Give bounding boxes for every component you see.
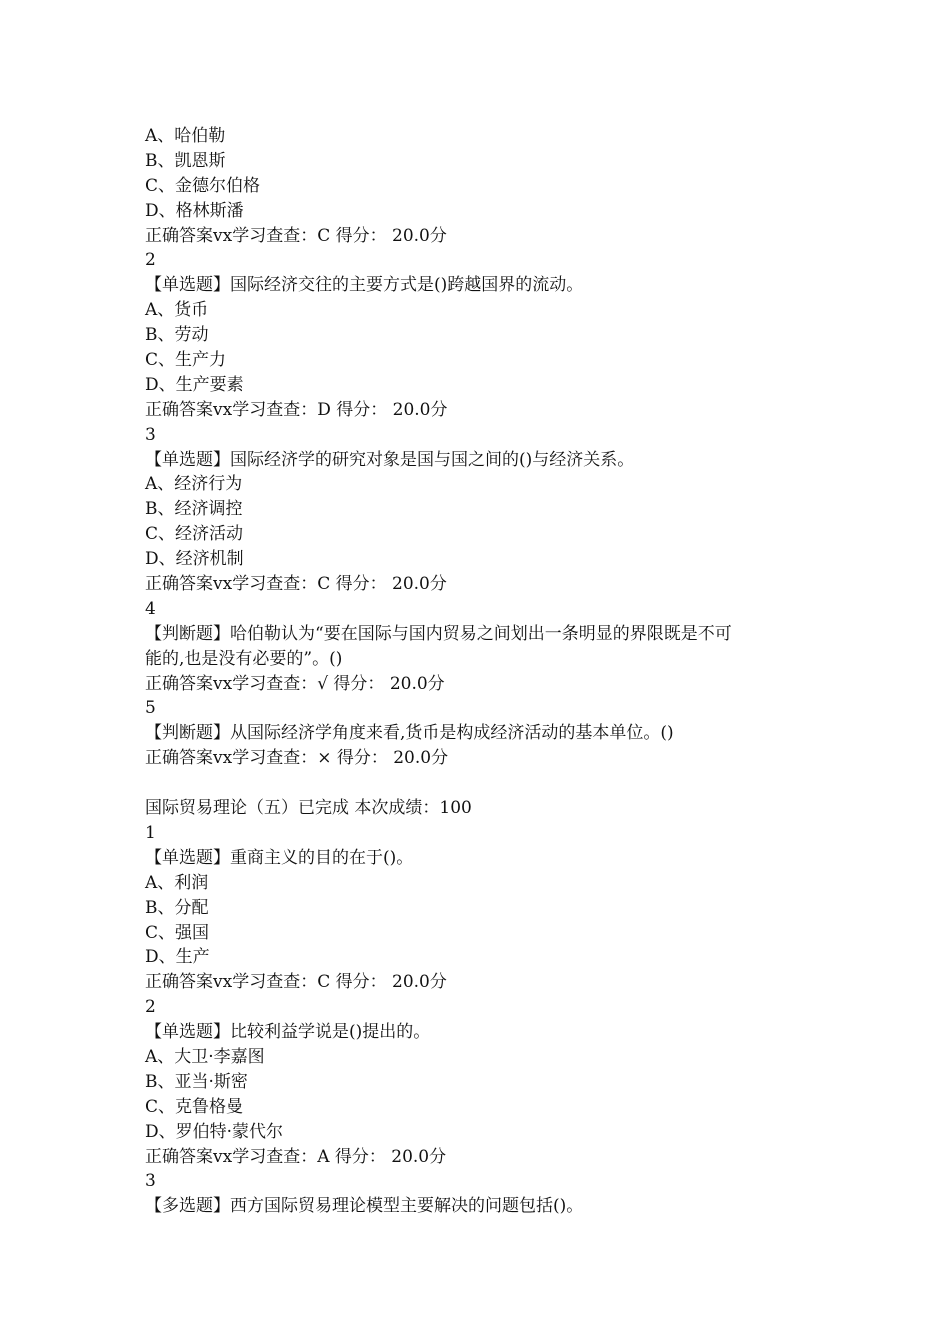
- option-d: D、经济机制: [145, 549, 244, 570]
- answer-line: 正确答案vx学习查查：C 得分： 20.0分: [145, 225, 447, 246]
- question-stem: 【单选题】国际经济学的研究对象是国与国之间的()与经济关系。: [145, 449, 635, 470]
- option-d: D、生产要素: [145, 374, 244, 395]
- option-a: A、货币: [145, 300, 209, 321]
- question-number: 2: [145, 250, 156, 271]
- option-c: C、克鲁格曼: [145, 1096, 244, 1117]
- answer-line: 正确答案vx学习查查：C 得分： 20.0分: [145, 972, 447, 993]
- option-d: D、罗伯特·蒙代尔: [145, 1121, 284, 1142]
- option-b: B、劳动: [145, 325, 209, 346]
- option-a: A、经济行为: [145, 474, 243, 495]
- answer-line: 正确答案vx学习查查：A 得分： 20.0分: [145, 1146, 447, 1167]
- answer-line: 正确答案vx学习查查：D 得分： 20.0分: [145, 399, 448, 420]
- option-b: B、凯恩斯: [145, 150, 226, 171]
- question-number: 1: [145, 822, 156, 843]
- question-stem: 【单选题】国际经济交往的主要方式是()跨越国界的流动。: [145, 275, 584, 296]
- answer-line: 正确答案vx学习查查：C 得分： 20.0分: [145, 574, 447, 595]
- option-b: B、分配: [145, 897, 209, 918]
- option-b: B、经济调控: [145, 499, 243, 520]
- question-number: 5: [145, 698, 156, 719]
- answer-line: 正确答案vx学习查查：√ 得分： 20.0分: [145, 673, 445, 694]
- question-stem: 【单选题】比较利益学说是()提出的。: [145, 1022, 431, 1043]
- option-c: C、生产力: [145, 350, 227, 371]
- option-c: C、强国: [145, 922, 210, 943]
- question-stem: 【判断题】哈伯勒认为“要在国际与国内贸易之间划出一条明显的界限既是不可: [145, 623, 732, 644]
- answer-line: 正确答案vx学习查查：× 得分： 20.0分: [145, 748, 449, 769]
- option-b: B、亚当·斯密: [145, 1071, 248, 1092]
- document-page: [145, 124, 845, 1219]
- option-c: C、金德尔伯格: [145, 175, 261, 196]
- question-number: 3: [145, 424, 156, 445]
- blank-line: [145, 771, 845, 796]
- question-number: 3: [145, 1171, 156, 1192]
- question-stem: 【单选题】重商主义的目的在于()。: [145, 847, 414, 868]
- question-number: 2: [145, 997, 156, 1018]
- option-a: A、大卫·李嘉图: [145, 1046, 265, 1067]
- option-d: D、格林斯潘: [145, 200, 244, 221]
- question-stem-continued: 能的,也是没有必要的”。(): [145, 648, 343, 669]
- option-a: A、利润: [145, 872, 209, 893]
- option-c: C、经济活动: [145, 524, 244, 545]
- question-stem: 【判断题】从国际经济学角度来看,货币是构成经济活动的基本单位。(): [145, 723, 674, 744]
- question-stem: 【多选题】西方国际贸易理论模型主要解决的问题包括()。: [145, 1196, 584, 1217]
- option-a: A、哈伯勒: [145, 126, 226, 146]
- section-heading: 国际贸易理论（五）已完成 本次成绩：100: [145, 798, 472, 819]
- question-number: 4: [145, 598, 156, 619]
- option-d: D、生产: [145, 947, 210, 968]
